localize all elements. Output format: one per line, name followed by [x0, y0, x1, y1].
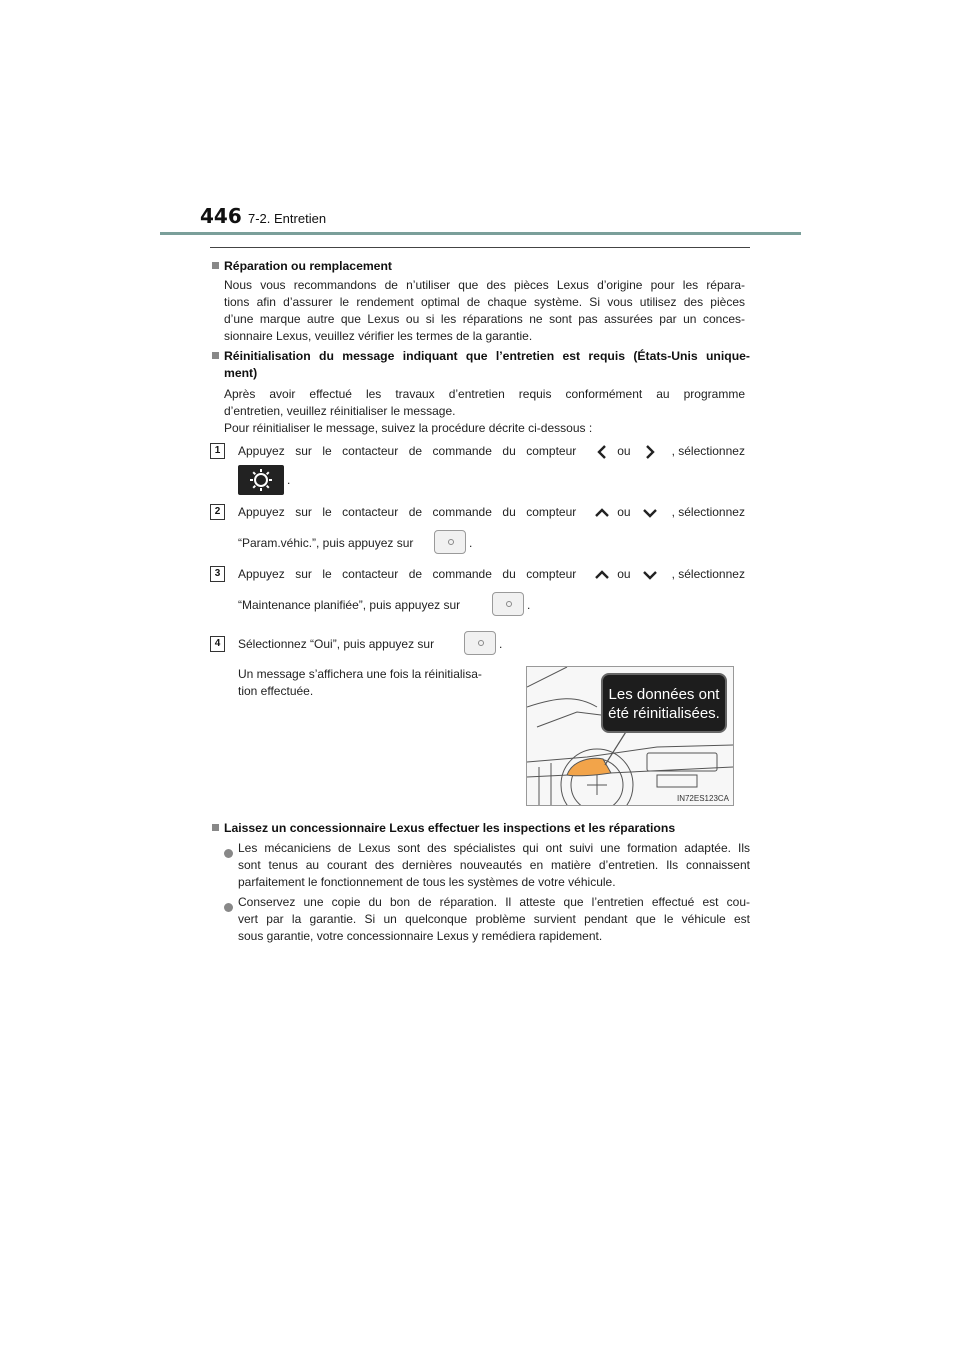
chevron-down-icon	[642, 505, 658, 521]
ok-button-icon	[492, 592, 524, 616]
illustration-code: IN72ES123CA	[676, 794, 729, 803]
step-number-3: 3	[210, 566, 225, 582]
section-title: 7-2. Entretien	[248, 211, 327, 226]
chevron-up-icon	[594, 505, 610, 521]
step-2-text: Appuyez sur le contacteur de commande du compteur ou , sélectionnez	[238, 505, 745, 519]
dealer-bullet-1-text: Les mécaniciens de Lexus sont des spécialistes qui ont suivi une formation adaptée. Ils sont tenus au courant des dernières nouveautés en matière d’entretien. Ils connaissent parfaitement le fonctionnement de tous les systèmes de votre véhicule.	[238, 841, 750, 889]
reset-confirmation-bubble: Les données ont été réinitialisées.	[601, 673, 727, 733]
step-4-text: Sélectionnez “Oui”, puis appuyez sur	[238, 637, 435, 651]
step-number-2: 2	[210, 504, 225, 520]
step-1-text: Appuyez sur le contacteur de commande du compteur ou , sélectionnez	[238, 444, 745, 458]
repair-paragraph: Nous vous recommandons de n’utiliser que des pièces Lexus d’origine pour les répara- tions afin d’assurer le rendement optimal de chaque système. Si vous utilisez des pièces d’une marque autre que Lexus ou si les réparations ne sont pas assurées par un conces- sionnaire Lexus, veuillez vérifier les termes de la garantie.	[224, 278, 745, 343]
square-bullet-icon	[212, 262, 219, 269]
chevron-left-icon	[594, 444, 610, 460]
step-1-period: .	[287, 473, 291, 487]
step-3-line2: “Maintenance planifiée”, puis appuyez sur	[238, 598, 461, 612]
step-4-period: .	[499, 637, 503, 651]
settings-screen-icon	[238, 465, 284, 495]
dashboard-illustration	[526, 666, 734, 806]
content-rule	[210, 247, 750, 248]
page-number: 446	[200, 204, 242, 228]
step-2-line2: “Param.véhic.”, puis appuyez sur	[238, 536, 414, 550]
step-number-4: 4	[210, 636, 225, 652]
reset-paragraph: Après avoir effectué les travaux d’entretien requis conformément au programme d’entretien, veuillez réinitialiser le message. Pour réinitialiser le message, suivez la procédure décrite ci-dessous :	[224, 387, 745, 435]
chevron-down-icon	[642, 567, 658, 583]
step-number-1: 1	[210, 443, 225, 459]
gear-icon	[238, 465, 284, 495]
dealer-bullet-1	[224, 845, 233, 863]
dealer-bullet-2-text: Conservez une copie du bon de réparation. Il atteste que l’entretien effectué est cou- vert par la garantie. Si un quelconque problème survient pendant que le véhicule est sous garantie, votre concessionnaire Lexus y remédiera rapidement.	[238, 895, 750, 943]
square-bullet-icon	[212, 352, 219, 359]
step-3-period: .	[527, 598, 531, 612]
bullet-dot-icon	[224, 903, 233, 912]
chevron-up-icon	[594, 567, 610, 583]
square-bullet-icon	[212, 824, 219, 831]
step-2-period: .	[469, 536, 473, 550]
heading-dealer: Laissez un concessionnaire Lexus effectuer les inspections et les réparations	[212, 820, 675, 837]
step-3-text: Appuyez sur le contacteur de commande du compteur ou , sélectionnez	[238, 567, 745, 581]
bullet-dot-icon	[224, 849, 233, 858]
header-rule	[160, 232, 801, 235]
step-4-note: Un message s’affichera une fois la réinitialisa- tion effectuée.	[238, 667, 482, 698]
heading-reset: Réinitialisation du message indiquant que l’entretien est requis (États-Unis unique- ment)	[212, 348, 750, 382]
ok-button-icon	[464, 631, 496, 655]
heading-repair: Réparation ou remplacement	[212, 258, 392, 275]
chevron-right-icon	[642, 444, 658, 460]
dealer-bullet-2	[224, 899, 233, 917]
ok-button-icon	[434, 530, 466, 554]
